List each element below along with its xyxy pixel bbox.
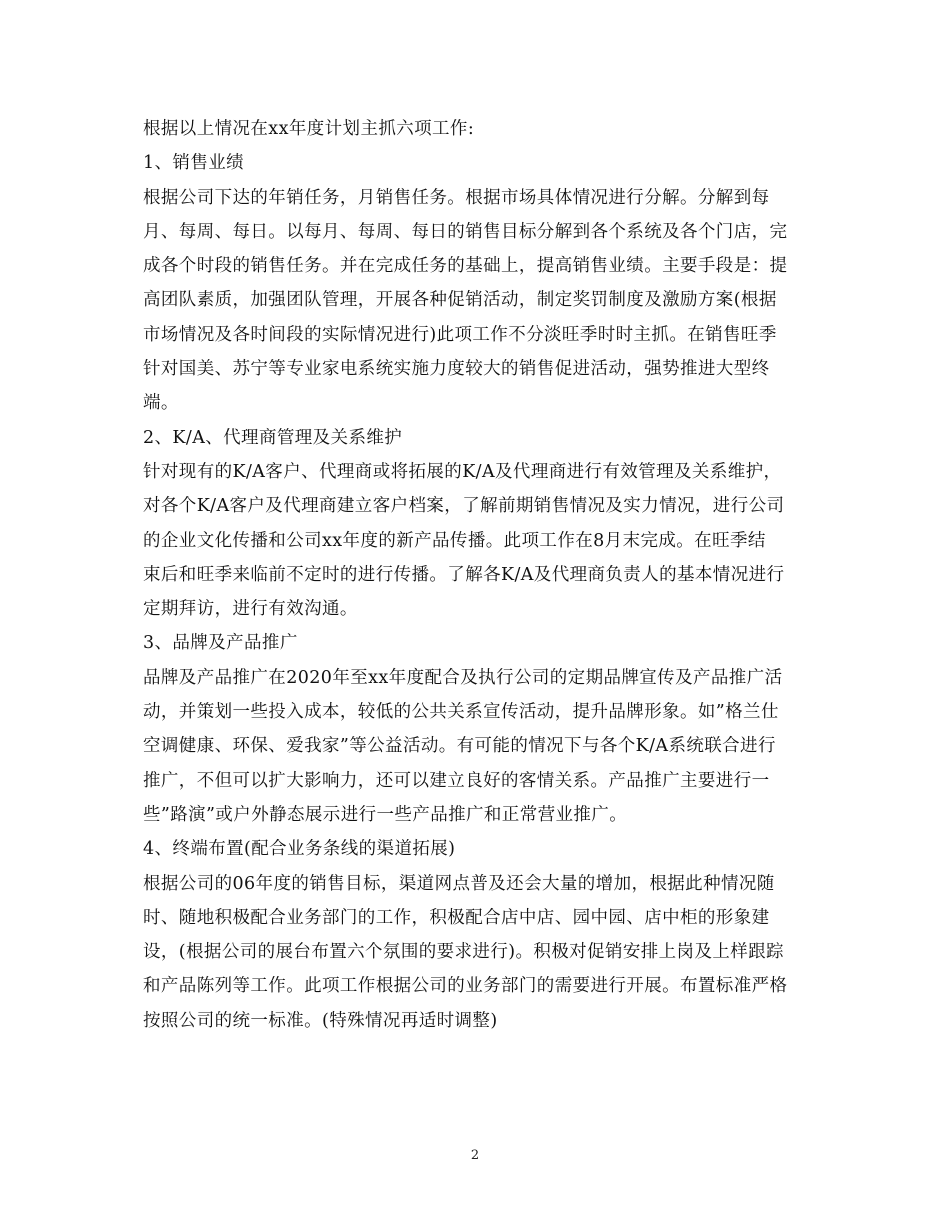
paragraph-line: 按照公司的统一标准。(特殊情况再适时调整) xyxy=(143,1010,498,1031)
paragraph-line: 根据公司下达的年销任务，月销售任务。根据市场具体情况进行分解。分解到每 xyxy=(143,187,770,208)
paragraph-line: 束后和旺季来临前不定时的进行传播。了解各K/A及代理商负责人的基本情况进行 xyxy=(143,564,785,585)
page-number: 2 xyxy=(470,1148,480,1163)
section-heading: 4、终端布置(配合业务条线的渠道拓展) xyxy=(143,839,456,860)
intro-text: 根据以上情况在xx年度计划主抓六项工作: xyxy=(143,119,475,139)
paragraph-line: 的企业文化传播和公司xx年度的新产品传播。此项工作在8月末完成。在旺季结 xyxy=(143,530,766,551)
document-body xyxy=(143,112,811,1038)
paragraph-line: 和产品陈列等工作。此项工作根据公司的业务部门的需要进行开展。布置标准严格 xyxy=(143,976,788,997)
paragraph-line: 时、随地积极配合业务部门的工作，积极配合店中店、园中园、店中柜的形象建 xyxy=(143,907,770,928)
paragraph-line: 空调健康、环保、爱我家”等公益活动。有可能的情况下与各个K/A系统联合进行 xyxy=(143,736,776,757)
paragraph-line: 根据公司的06年度的销售目标，渠道网点普及还会大量的增加，根据此种情况随 xyxy=(143,873,775,894)
section-paragraph xyxy=(143,867,811,1038)
section-paragraph xyxy=(143,455,811,626)
section-heading: 3、品牌及产品推广 xyxy=(143,633,298,654)
section-terminal-layout xyxy=(143,832,811,1038)
paragraph-line: 对各个K/A客户及代理商建立客户档案，了解前期销售情况及实力情况，进行公司 xyxy=(143,496,785,517)
paragraph-line: 高团队素质，加强团队管理，开展各种促销活动，制定奖罚制度及激励方案(根据 xyxy=(143,290,777,311)
section-heading: 1、销售业绩 xyxy=(143,153,245,174)
section-brand-promotion xyxy=(143,626,811,832)
paragraph-line: 针对国美、苏宁等专业家电系统实施力度较大的销售促进活动，强势推进大型终 xyxy=(143,359,770,380)
paragraph-line: 动，并策划一些投入成本，较低的公共关系宣传活动，提升品牌形象。如”格兰仕 xyxy=(143,702,779,723)
section-heading: 2、K/A、代理商管理及关系维护 xyxy=(143,427,403,448)
section-ka-agents xyxy=(143,421,811,627)
paragraph-line: 针对现有的K/A客户、代理商或将拓展的K/A及代理商进行有效管理及关系维护， xyxy=(143,461,782,482)
paragraph-line: 成各个时段的销售任务。并在完成任务的基础上，提高销售业绩。主要手段是：提 xyxy=(143,256,788,277)
paragraph-line: 推广，不但可以扩大影响力，还可以建立良好的客情关系。产品推广主要进行一 xyxy=(143,770,770,791)
paragraph-line: 设，(根据公司的展台布置六个氛围的要求进行)。积极对促销安排上岗及上样跟踪 xyxy=(143,942,784,963)
paragraph-line: 定期拜访，进行有效沟通。 xyxy=(143,599,358,620)
section-paragraph xyxy=(143,181,811,421)
paragraph-line: 端。 xyxy=(143,393,179,414)
section-sales xyxy=(143,146,811,420)
paragraph-line: 品牌及产品推广在2020年至xx年度配合及执行公司的定期品牌宣传及产品推广活 xyxy=(143,667,783,688)
paragraph-line: 月、每周、每日。以每月、每周、每日的销售目标分解到各个系统及各个门店，完 xyxy=(143,221,788,242)
paragraph-line: 市场情况及各时间段的实际情况进行)此项工作不分淡旺季时时主抓。在销售旺季 xyxy=(143,324,777,345)
paragraph-line: 些”路演”或户外静态展示进行一些产品推广和正常营业推广。 xyxy=(143,804,628,825)
section-paragraph xyxy=(143,661,811,832)
